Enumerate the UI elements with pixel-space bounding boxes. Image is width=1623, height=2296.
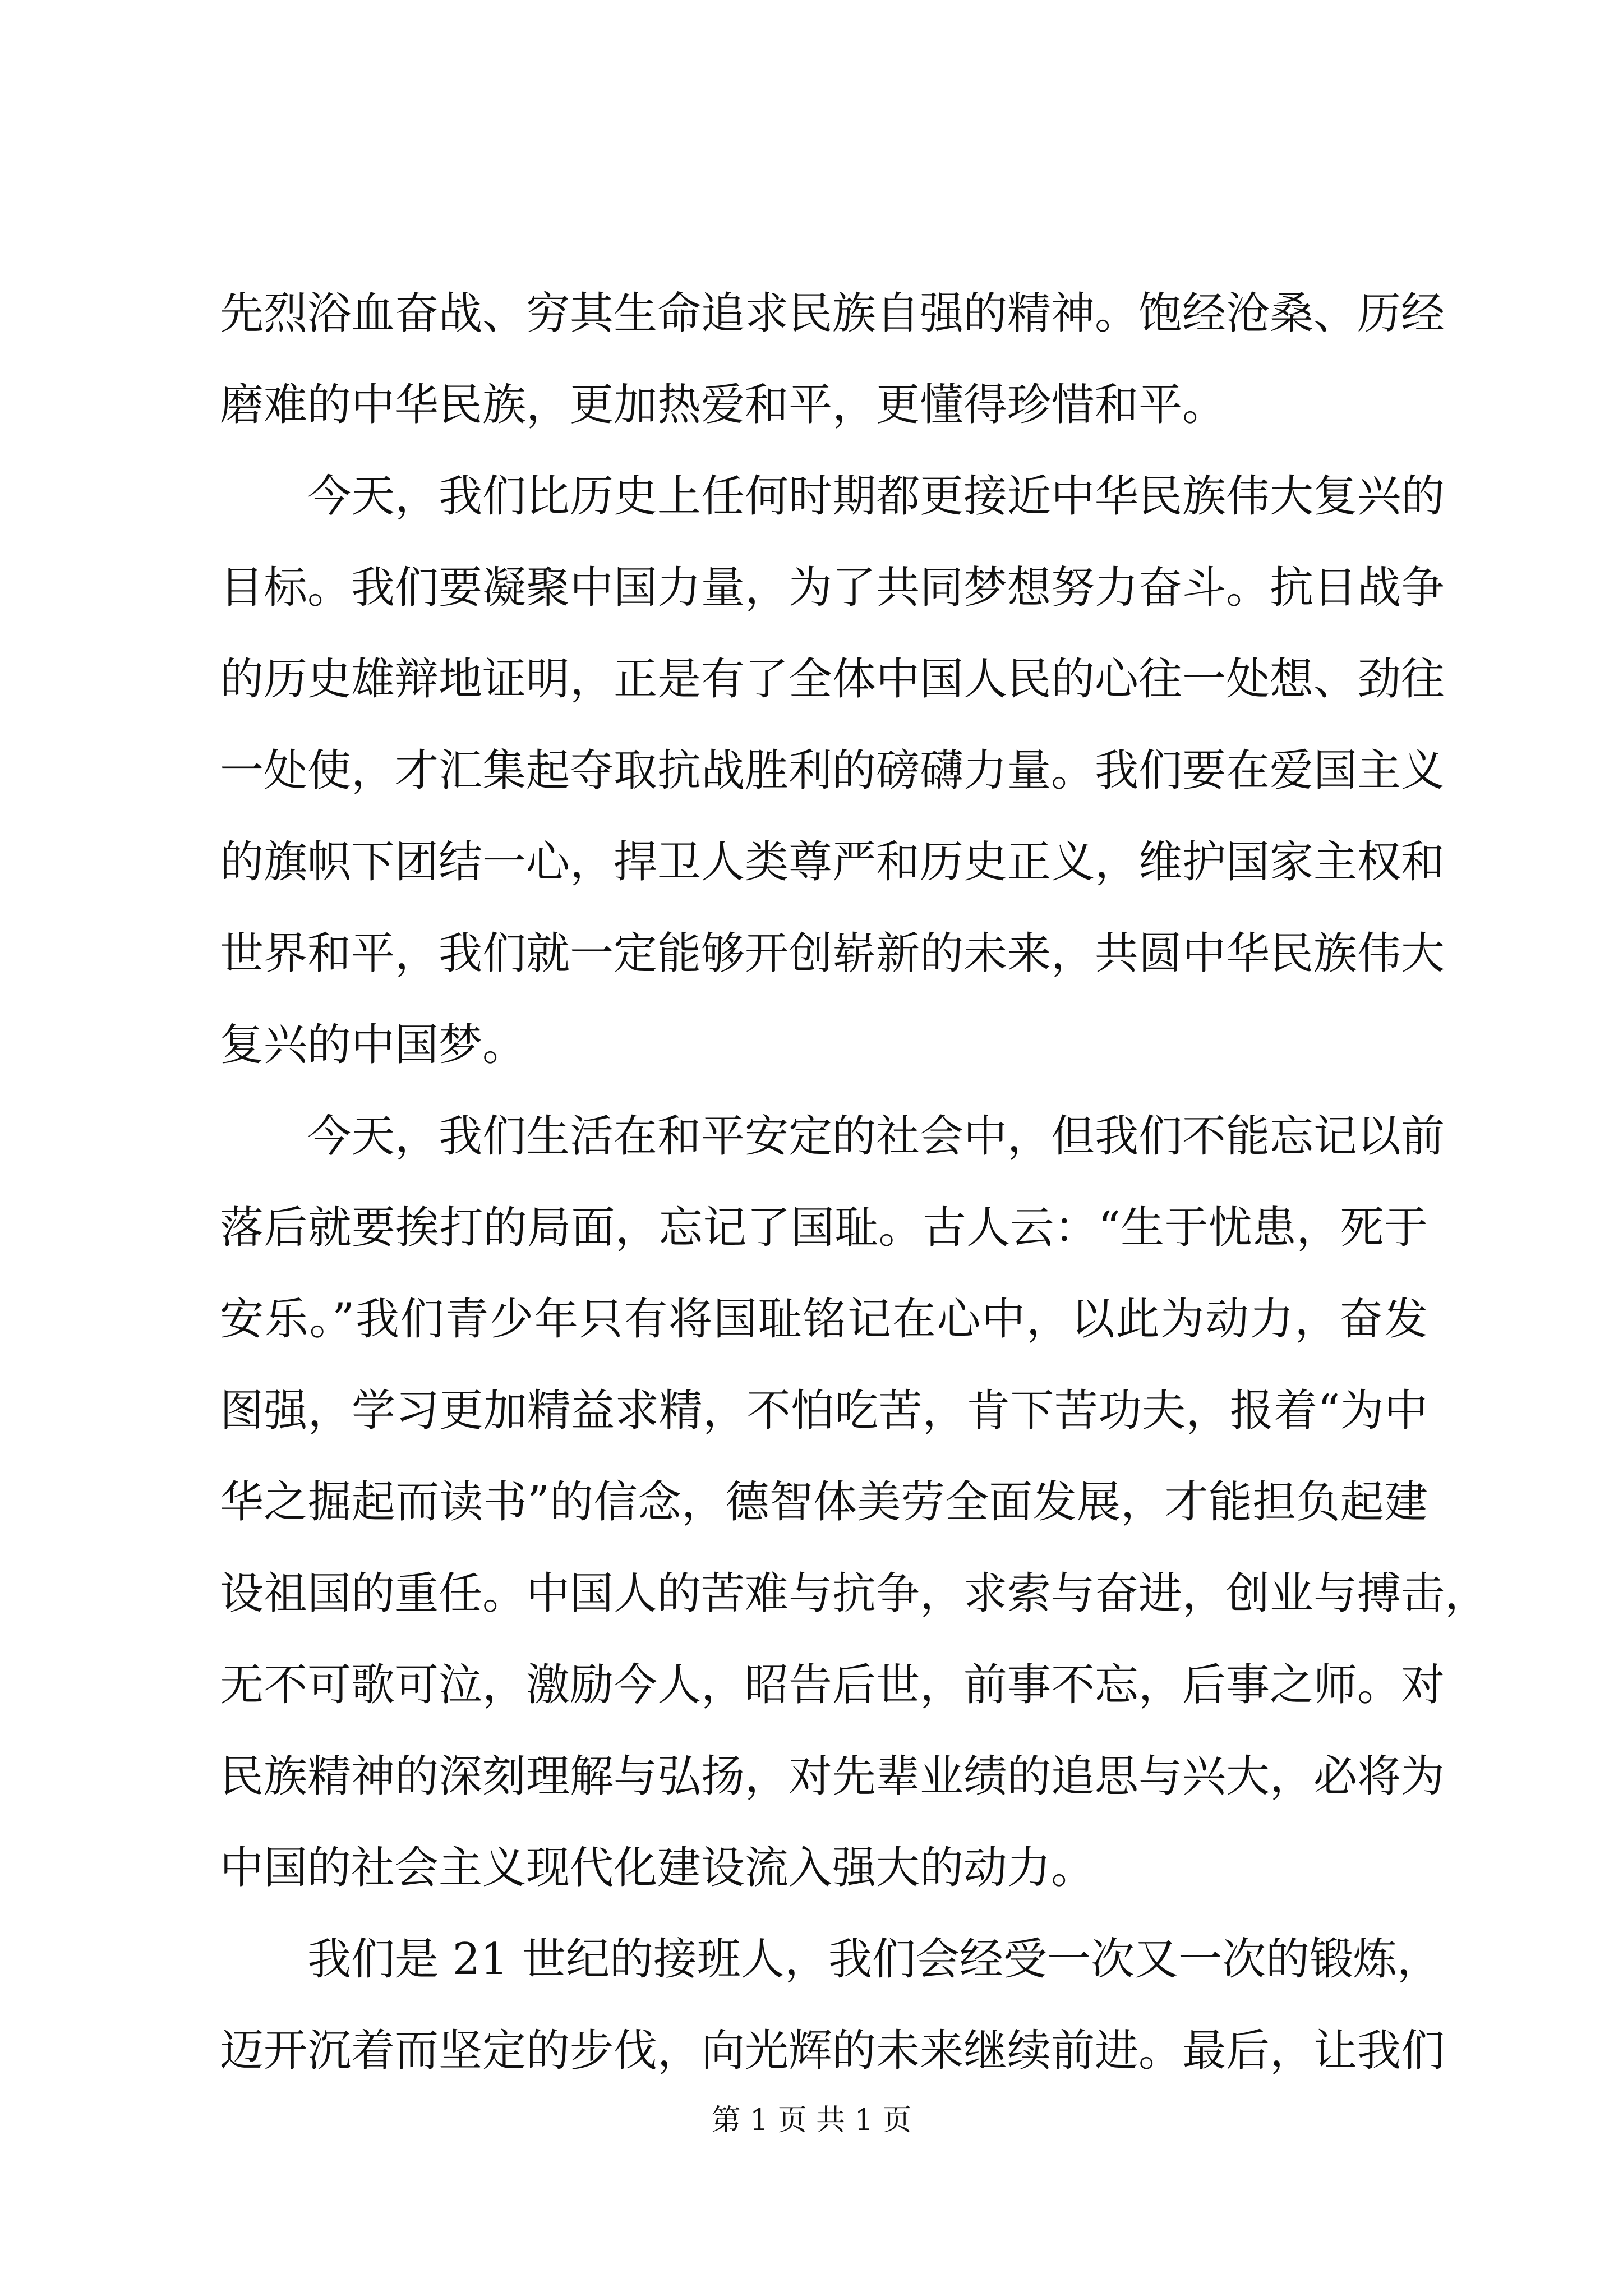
page-footer	[0, 2102, 1623, 2138]
text-line: 民族精神的深刻理解与弘扬，对先辈业绩的追思与兴大，必将为	[220, 1751, 1445, 1802]
text-line: 华之掘起而读书”的信念，德智体美劳全面发展，才能担负起建	[220, 1477, 1428, 1527]
text-line: 今天，我们生活在和平安定的社会中，但我们不能忘记以前	[220, 1111, 1445, 1162]
text-line: 安乐。”我们青少年只有将国耻铭记在心中，以此为动力，奋发	[220, 1294, 1428, 1345]
text-line: 中国的社会主义现代化建设流入强大的动力。	[220, 1843, 1095, 1893]
text-line: 目标。我们要凝聚中国力量，为了共同梦想努力奋斗。抗日战争	[220, 563, 1445, 613]
text-line: 的历史雄辩地证明，正是有了全体中国人民的心往一处想、劲往	[220, 654, 1445, 705]
text-line: 世界和平，我们就一定能够开创崭新的未来，共圆中华民族伟大	[220, 928, 1445, 979]
text-line: 复兴的中国梦。	[220, 1020, 527, 1070]
text-line: 我们是 21 世纪的接班人，我们会经受一次又一次的锻炼，	[220, 1934, 1441, 1985]
text-line: 的旗帜下团结一心，捍卫人类尊严和历史正义，维护国家主权和	[220, 837, 1445, 887]
text-line: 磨难的中华民族，更加热爱和平，更懂得珍惜和平。	[220, 380, 1227, 430]
text-line: 先烈浴血奋战、穷其生命追求民族自强的精神。饱经沧桑、历经	[220, 288, 1445, 339]
body-text	[220, 268, 1489, 2097]
text-line: 无不可歌可泣，激励今人，昭告后世，前事不忘，后事之师。对	[220, 1660, 1445, 1710]
text-line: 落后就要挨打的局面，忘记了国耻。古人云：“生于忧患，死于	[220, 1203, 1428, 1253]
text-line: 设祖国的重任。中国人的苦难与抗争，求索与奋进，创业与搏击，	[220, 1568, 1489, 1619]
text-line: 一处使，才汇集起夺取抗战胜利的磅礴力量。我们要在爱国主义	[220, 746, 1445, 796]
text-line: 今天，我们比历史上任何时期都更接近中华民族伟大复兴的	[220, 471, 1445, 522]
page-number-label: 第 1 页 共 1 页	[711, 2104, 912, 2137]
text-line: 迈开沉着而坚定的步伐，向光辉的未来继续前进。最后，让我们	[220, 2026, 1445, 2076]
text-line: 图强，学习更加精益求精，不怕吃苦，肯下苦功夫，报着“为中	[220, 1386, 1428, 1436]
